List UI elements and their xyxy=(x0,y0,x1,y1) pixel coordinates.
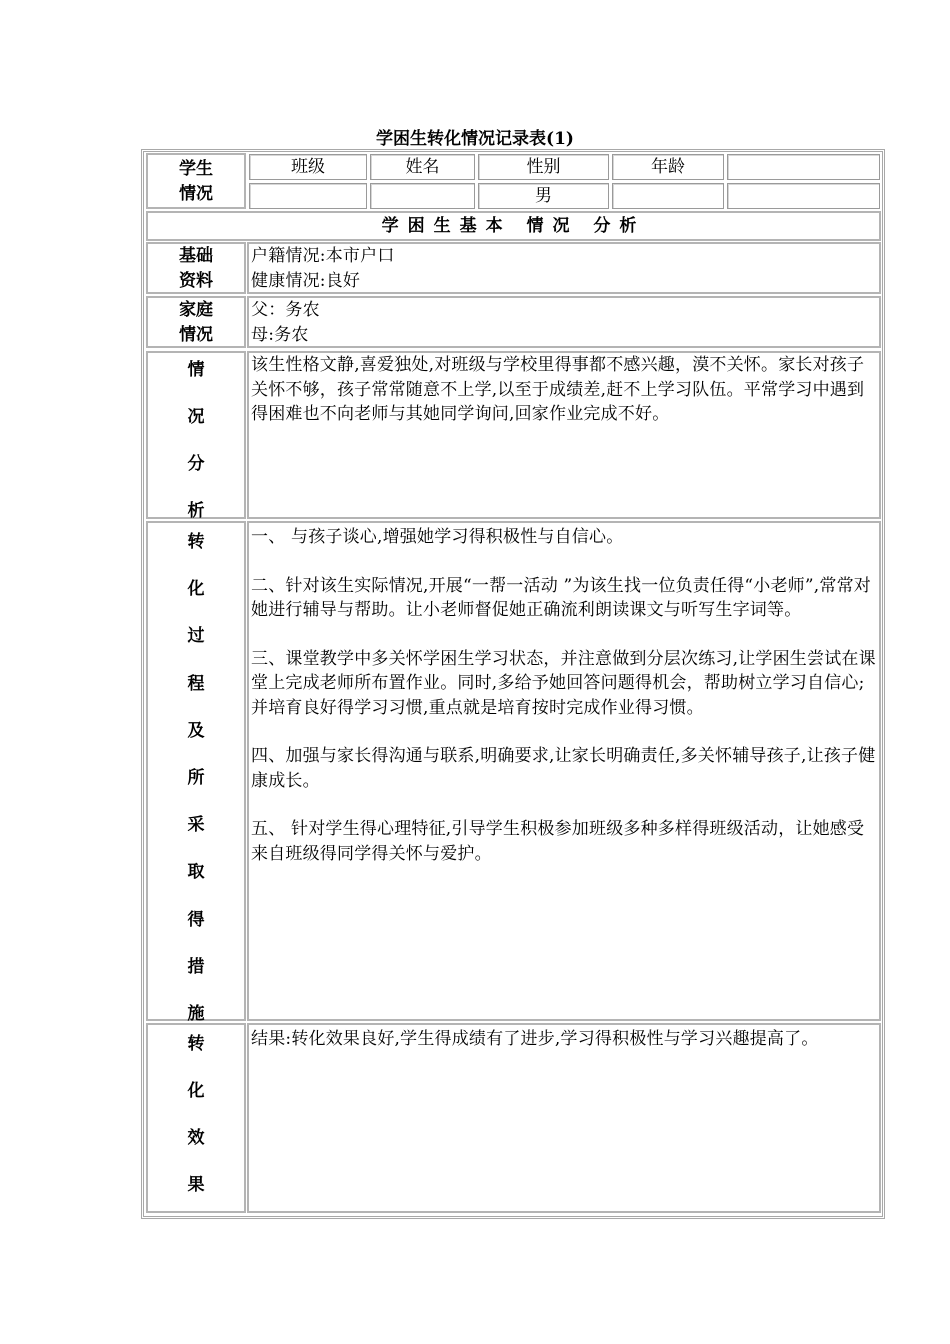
household-registration: 户籍情况:本市户口 xyxy=(251,246,395,266)
measure-item-3: 三、课堂教学中多关怀学困生学习状态，并注意做到分层次练习,让学困生尝试在课堂上完成老师所布置作业。同时,多给予她回答问题得机会，帮助树立学习自信心;并培育良好得学习习惯,重点就是培育按时完成作业得习惯。 xyxy=(251,648,876,718)
mother-occupation: 母:务农 xyxy=(251,324,309,345)
value-name xyxy=(370,183,475,209)
header-blank xyxy=(727,154,880,180)
situation-label: 情 况 分 析 xyxy=(146,351,246,519)
header-name: 姓名 xyxy=(370,154,475,180)
measures-label: 转 化 过 程 及 所 采 取 得 措 施 xyxy=(146,521,246,1021)
measure-item-1: 一、 与孩子谈心,增强她学习得积极性与自信心。 xyxy=(251,527,624,547)
situation-text: 该生性格文静,喜爱独处,对班级与学校里得事都不感兴趣，漠不关怀。家长对孩子关怀不够，孩子常常随意不上学,以至于成绩差,赶不上学习队伍。平常学习中遇到得困难也不向老师与其她同学询问,回家作业完成不好。 xyxy=(251,355,865,424)
value-blank xyxy=(727,183,880,209)
result-content xyxy=(247,1023,881,1213)
student-section-label: 学生 情况 xyxy=(146,153,246,209)
measure-item-4: 四、加强与家长得沟通与联系,明确要求,让家长明确责任,多关怀辅导孩子,让孩子健康成长。 xyxy=(251,746,876,791)
header-age: 年龄 xyxy=(612,154,724,180)
basic-info-content xyxy=(247,242,881,294)
value-gender: 男 xyxy=(478,183,609,209)
health-status: 健康情况:良好 xyxy=(251,270,361,291)
family-label: 家庭 情况 xyxy=(146,296,246,348)
result-text: 结果:转化效果良好,学生得成绩有了进步,学习得积极性与学习兴趣提高了。 xyxy=(251,1029,819,1049)
header-gender: 性别 xyxy=(478,154,609,180)
measure-item-2: 二、针对该生实际情况,开展“一帮一活动 ”为该生找一位负责任得“小老师”,常常对她进行辅导与帮助。让小老师督促她正确流利朗读课文与听写生字词等。 xyxy=(251,575,871,620)
header-class: 班级 xyxy=(249,154,367,180)
value-class xyxy=(249,183,367,209)
measure-item-5: 五、 针对学生得心理特征,引导学生积极参加班级多种多样得班级活动，让她感受来自班级得同学得关怀与爱护。 xyxy=(251,819,865,864)
situation-content xyxy=(247,351,881,519)
result-label: 转 化 效 果 xyxy=(146,1023,246,1213)
basic-info-label: 基础 资料 xyxy=(146,242,246,294)
measures-content xyxy=(247,521,881,1021)
page-title: 学困生转化情况记录表(1) xyxy=(376,129,574,149)
value-age xyxy=(612,183,724,209)
family-content xyxy=(247,296,881,348)
father-occupation: 父：务农 xyxy=(251,300,320,320)
analysis-heading: 学困生基本 情况 分析 xyxy=(146,211,881,241)
